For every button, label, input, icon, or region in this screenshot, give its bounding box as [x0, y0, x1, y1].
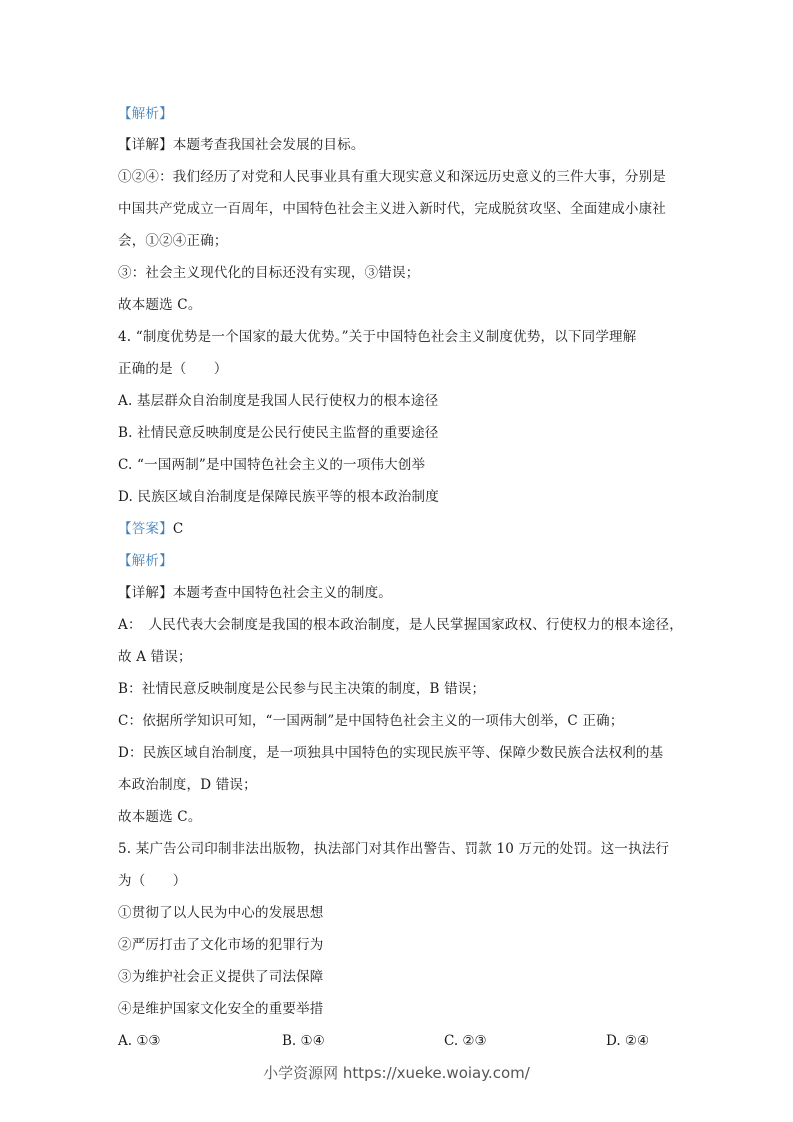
question-5-statement: ①贯彻了以人民为中心的发展思想: [118, 905, 324, 921]
question-5-statement: ④是维护国家文化安全的重要举措: [118, 1001, 324, 1017]
question-4-stem: 4. “制度优势是一个国家的最大优势。”关于中国特色社会主义制度优势，以下同学理解: [118, 329, 637, 345]
question-4-option-a: A. 基层群众自治制度是我国人民行使权力的根本途径: [118, 393, 439, 409]
detail-text: 本题考查中国特色社会主义的制度。: [172, 585, 393, 601]
question-5-option-d: D. ②④: [606, 1033, 650, 1049]
explanation-line: A： 人民代表大会制度是我国的根本政治制度，是人民掌握国家政权、行使权力的根本途径，: [118, 617, 683, 633]
question-4-option-b: B. 社情民意反映制度是公民行使民主监督的重要途径: [118, 425, 439, 441]
answer-line: [118, 519, 183, 539]
detail-text: 本题考查我国社会发展的目标。: [172, 137, 365, 153]
explanation-line: 中国共产党成立一百周年，中国特色社会主义进入新时代，完成脱贫攻坚、全面建成小康社: [118, 201, 666, 217]
question-5-stem: 为（ ）: [118, 873, 187, 889]
explanation-line: C：依据所学知识可知，“一国两制”是中国特色社会主义的一项伟大创举，C 正确；: [118, 713, 624, 729]
detail-label: 【详解】: [118, 585, 173, 601]
analysis-label: 【解析】: [118, 106, 173, 122]
explanation-line: 故 A 错误；: [118, 649, 192, 665]
conclusion-line: 故本题选 C。: [118, 297, 202, 313]
explanation-line: 会，①②④正确；: [118, 233, 228, 249]
footer-watermark: 小学资源网 https://xueke.woiay.com/: [263, 1064, 530, 1082]
question-5-statement: ③为维护社会正义提供了司法保障: [118, 969, 324, 985]
detail-line: [118, 583, 392, 603]
explanation-line: ③：社会主义现代化的目标还没有实现，③错误；: [118, 265, 420, 281]
explanation-line: 本政治制度，D 错误；: [118, 777, 257, 793]
question-4-stem: 正确的是（ ）: [118, 361, 228, 377]
question-5-stem: 5. 某广告公司印制非法出版物，执法部门对其作出警告、罚款 10 万元的处罚。这一执法行: [118, 841, 670, 857]
question-4-option-d: D. 民族区域自治制度是保障民族平等的根本政治制度: [118, 489, 439, 505]
question-5-option-b: B. ①④: [282, 1033, 325, 1049]
question-5-statement: ②严厉打击了文化市场的犯罪行为: [118, 937, 324, 953]
question-5-option-c: C. ②③: [444, 1033, 487, 1049]
explanation-line: ①②④：我们经历了对党和人民事业具有重大现实意义和深远历史意义的三件大事，分别是: [118, 169, 666, 185]
conclusion-line: 故本题选 C。: [118, 809, 202, 825]
analysis-label: 【解析】: [118, 553, 173, 569]
question-5-option-a: A. ①③: [118, 1033, 161, 1049]
explanation-line: D：民族区域自治制度，是一项独具中国特色的实现民族平等、保障少数民族合法权利的基: [118, 745, 664, 761]
answer-label: 【答案】: [118, 521, 173, 537]
detail-label: 【详解】: [118, 137, 173, 153]
answer-value: C: [172, 521, 184, 537]
explanation-line: B：社情民意反映制度是公民参与民主决策的制度，B 错误；: [118, 681, 486, 697]
detail-line: [118, 135, 365, 155]
question-4-option-c: C. “一国两制”是中国特色社会主义的一项伟大创举: [118, 457, 426, 473]
